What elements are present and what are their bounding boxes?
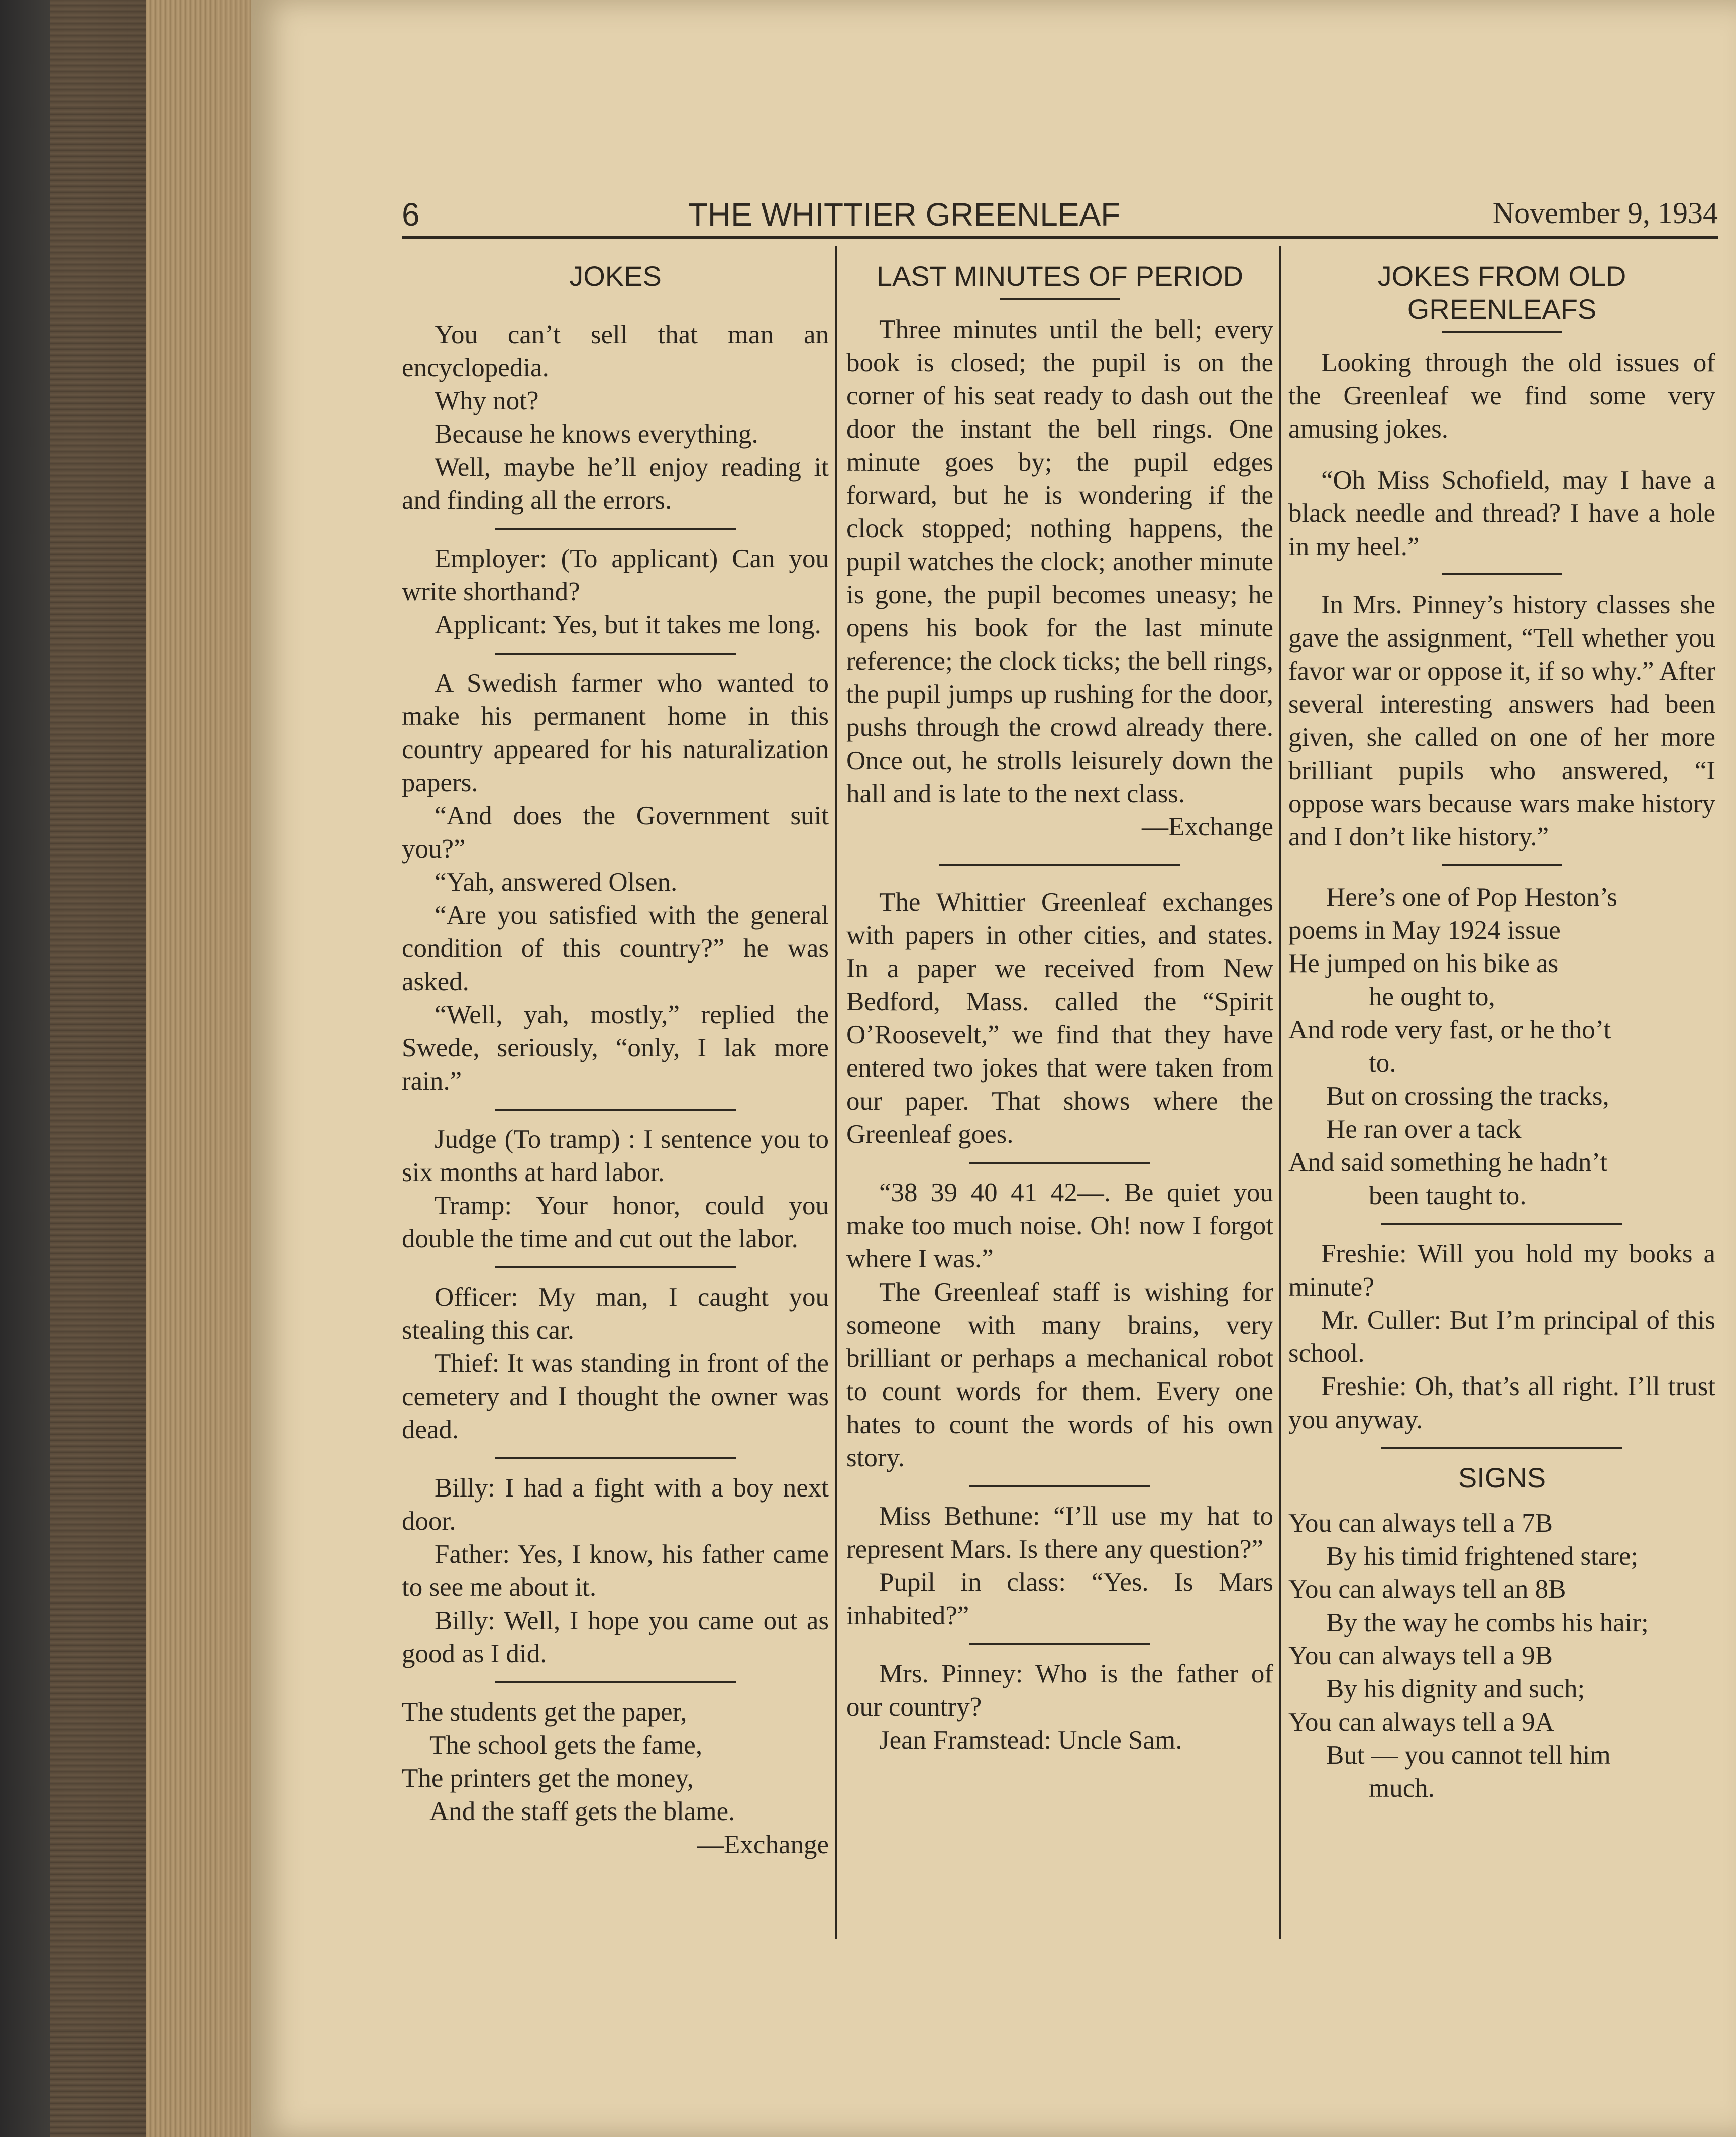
joke-line: Why not? [435, 386, 539, 415]
column-last-minutes [846, 254, 1273, 1757]
separator [495, 1457, 736, 1459]
column-old-greenleafs [1288, 254, 1715, 1805]
page-number: 6 [402, 196, 420, 233]
intro-paragraph: Looking through the old issues of the Greenleaf we find some very amusing jokes. [1288, 348, 1715, 444]
separator [495, 1681, 736, 1683]
joke-line: You can’t sell that man an encyclopedia. [402, 320, 829, 382]
jokes-heading: JOKES [569, 260, 662, 292]
separator [969, 1643, 1150, 1645]
separator [1442, 573, 1562, 575]
exchange-credit: —Exchange [697, 1830, 829, 1859]
column-rule-2 [1279, 246, 1281, 1939]
separator [1381, 1223, 1622, 1225]
freshie-line: Freshie: Will you hold my books a minute? [1288, 1239, 1715, 1302]
joke-line: Billy: Well, I hope you came out as good as I did. [402, 1606, 829, 1668]
counting-line: “38 39 40 41 42—. Be quiet you make too much noise. Oh! now I forgot where I was.” [846, 1178, 1273, 1273]
binding-edge [50, 0, 151, 2137]
joke-line: Billy: I had a fight with a boy next door. [402, 1473, 829, 1536]
joke-line: A Swedish farmer who wanted to make his permanent home in this country appeared for his naturalization papers. [402, 669, 829, 797]
joke-line: Father: Yes, I know, his father came to see me about it. [402, 1540, 829, 1602]
father-line: Jean Framstead: Uncle Sam. [879, 1726, 1182, 1755]
verse-line: The students get the paper, [402, 1697, 687, 1727]
separator [495, 528, 736, 530]
poem-line: to. [1369, 1048, 1396, 1078]
poem-line: And rode very fast, or he tho’t [1288, 1015, 1611, 1044]
poem-line: been taught to. [1369, 1181, 1527, 1210]
joke-line: Officer: My man, I caught you stealing this car. [402, 1283, 829, 1345]
joke-line: Applicant: Yes, but it takes me long. [435, 610, 821, 639]
column-jokes [402, 254, 829, 1861]
signs-line: By his timid frightened stare; [1326, 1542, 1639, 1571]
period-article: Three minutes until the bell; every book is closed; the pupil is on the corner of his seat ready to dash out the door the instant the bell rings. One minute goes by; the pupil edges forward, but he is wondering if the clock stopped; nothing happens, the pupil watches the clock; another minute is gone, the pupil becomes uneasy; he opens his book for the last minute reference; the clock ticks; the bell rings, the pupil jumps up rushing for the door, pushs through the crowd already there. Once out, he strolls leisurely down the hall and is late to the next class. [846, 315, 1273, 808]
signs-line: You can always tell a 9A [1288, 1707, 1554, 1737]
page-header [402, 196, 1718, 241]
joke-line: “Well, yah, mostly,” replied the Swede, seriously, “only, I lak more rain.” [402, 1000, 829, 1096]
freshie-line: Mr. Culler: But I’m principal of this school. [1288, 1306, 1715, 1368]
signs-line: By the way he combs his hair; [1326, 1608, 1649, 1637]
poem-line: But on crossing the tracks, [1326, 1082, 1609, 1111]
joke-line: Tramp: Your honor, could you double the time and cut out the labor. [402, 1191, 829, 1253]
separator [969, 1485, 1150, 1487]
father-line: Mrs. Pinney: Who is the father of our country? [846, 1659, 1273, 1722]
column-rule-1 [835, 246, 837, 1939]
joke-line: “Are you satisfied with the general condition of this country?” he was asked. [402, 901, 829, 996]
poem-line: He jumped on his bike as [1288, 949, 1559, 978]
header-rule [402, 236, 1718, 239]
signs-line: much. [1369, 1774, 1435, 1803]
verse-line: And the staff gets the blame. [429, 1797, 735, 1826]
joke-line: “Yah, answered Olsen. [435, 868, 678, 897]
joke-line: “And does the Government suit you?” [402, 801, 829, 864]
separator [1442, 864, 1562, 866]
poem-intro-line: Here’s one of Pop Heston’s [1326, 883, 1617, 912]
page-edges [146, 0, 261, 2137]
signs-line: But — you cannot tell him [1326, 1741, 1611, 1770]
separator [495, 653, 736, 655]
separator [1381, 1447, 1622, 1449]
exchange-credit: —Exchange [1142, 812, 1273, 841]
mars-line: Miss Bethune: “I’ll use my hat to represent Mars. Is there any question?” [846, 1502, 1273, 1564]
poem-line: he ought to, [1369, 982, 1495, 1011]
freshie-line: Freshie: Oh, that’s all right. I’ll trust you anyway. [1288, 1372, 1715, 1434]
counting-line: The Greenleaf staff is wishing for someone with many brains, very brilliant or perhaps a mechanical robot to count words for them. Every one hates to count the words of his own story. [846, 1277, 1273, 1472]
separator [495, 1266, 736, 1268]
exchange-article: The Whittier Greenleaf exchanges with papers in other cities, and states. In a paper we received from New Bedford, Mass. called the “Spirit O’Roosevelt,” we find that they have entered two jokes that were taken from our paper. That shows where the Greenleaf goes. [846, 888, 1273, 1149]
signs-line: You can always tell a 9B [1288, 1641, 1553, 1670]
old-greenleafs-heading: JOKES FROM OLD [1377, 260, 1626, 292]
issue-date: November 9, 1934 [1492, 196, 1718, 230]
poem-intro-line: poems in May 1924 issue [1288, 916, 1561, 945]
joke-line: Thief: It was standing in front of the cemetery and I thought the owner was dead. [402, 1349, 829, 1444]
poem-line: He ran over a tack [1326, 1115, 1522, 1144]
heading-rule [1442, 331, 1562, 333]
verse-line: The school gets the fame, [429, 1731, 703, 1760]
needle-joke: “Oh Miss Schofield, may I have a black needle and thread? I have a hole in my heel.” [1288, 466, 1715, 561]
verse-line: The printers get the money, [402, 1764, 694, 1793]
signs-heading: SIGNS [1458, 1462, 1546, 1493]
signs-line: You can always tell a 7B [1288, 1509, 1553, 1538]
separator [939, 864, 1180, 866]
heading-rule [1000, 298, 1120, 300]
separator [969, 1162, 1150, 1164]
joke-line: Well, maybe he’ll enjoy reading it and finding all the errors. [402, 453, 829, 515]
newspaper-title: THE WHITTIER GREENLEAF [688, 196, 1121, 233]
signs-line: By his dignity and such; [1326, 1674, 1585, 1703]
joke-line: Because he knows everything. [435, 419, 758, 449]
last-minutes-heading: LAST MINUTES OF PERIOD [876, 260, 1244, 292]
old-greenleafs-heading-2: GREENLEAFS [1407, 293, 1597, 325]
separator [495, 1109, 736, 1111]
joke-line: Judge (To tramp) : I sentence you to six months at hard labor. [402, 1125, 829, 1187]
poem-line: And said something he hadn’t [1288, 1148, 1607, 1177]
signs-line: You can always tell an 8B [1288, 1575, 1566, 1604]
mars-line: Pupil in class: “Yes. Is Mars inhabited?” [846, 1568, 1273, 1630]
joke-line: Employer: (To applicant) Can you write shorthand? [402, 544, 829, 606]
history-joke: In Mrs. Pinney’s history classes she gave the assignment, “Tell whether you favor war or oppose it, if so why.” After several interesting answers had been given, she called on one of her more brilliant pupils who answered, “I oppose wars because wars make history and I don’t like history.” [1288, 590, 1715, 851]
